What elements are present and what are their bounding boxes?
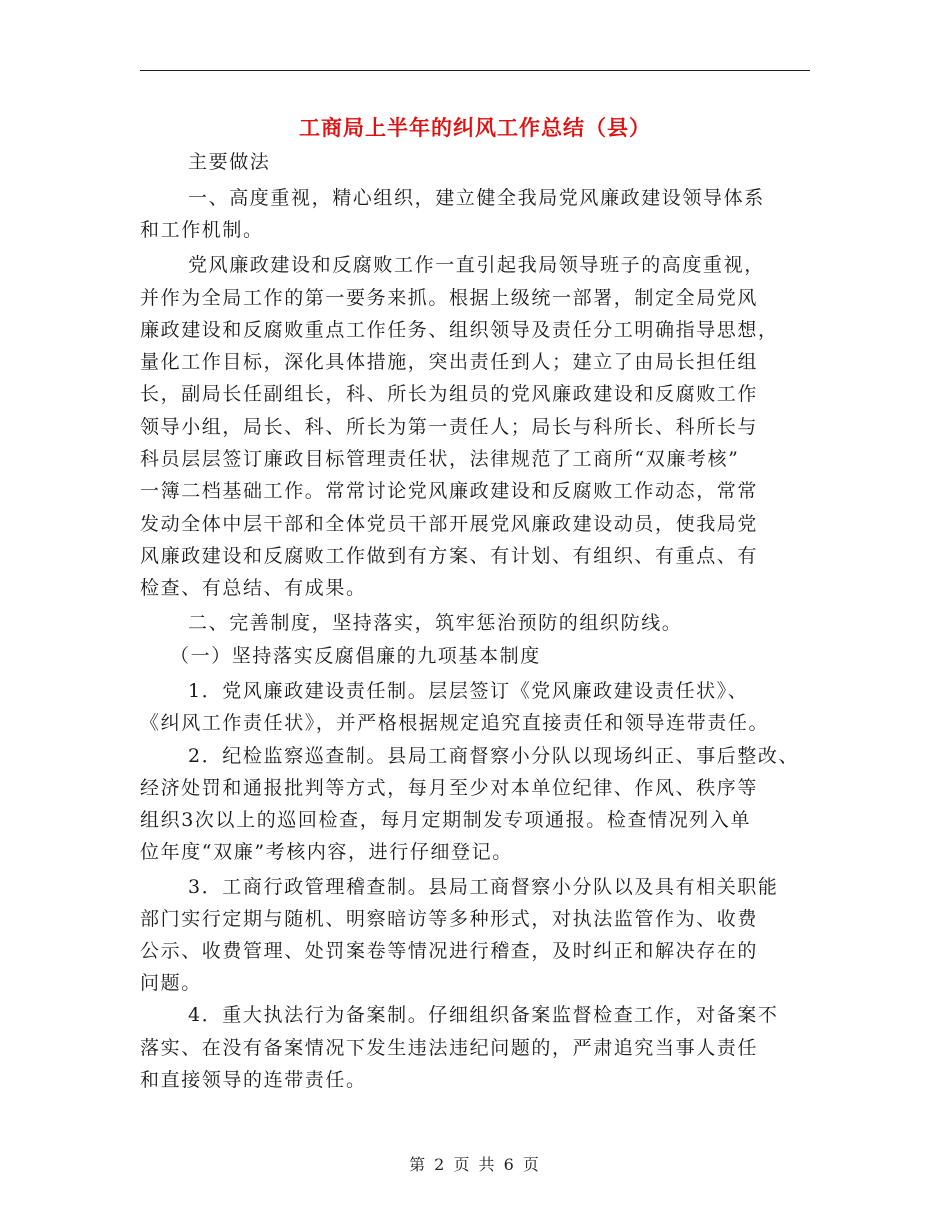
heading-one: 一、高度重视，精心组织，建立健全我局党风廉政建设领导体系 — [188, 187, 765, 209]
document-title: 工商局上半年的纠风工作总结（县） — [299, 115, 651, 140]
item-3: 3．工商行政管理稽查制。县局工商督察小分队以及具有相关职能 — [188, 876, 779, 898]
item-4-cont: 和直接领导的连带责任。 — [140, 1069, 367, 1091]
page-number: 第 2 页 共 6 页 — [409, 1155, 541, 1174]
paragraph-line: 党风廉政建设和反腐败工作一直引起我局领导班子的高度重视， — [188, 254, 765, 276]
paragraph-line: 检查、有总结、有成果。 — [140, 577, 367, 599]
heading-two: 二、完善制度，坚持落实，筑牢惩治预防的组织防线。 — [188, 612, 683, 634]
paragraph-line: 廉政建设和反腐败重点工作任务、组织领导及责任分工明确指导思想， — [140, 319, 779, 341]
item-3-cont: 部门实行定期与随机、明察暗访等多种形式，对执法监管作为、收费 — [140, 908, 759, 930]
item-1-cont: 《纠风工作责任状》，并严格根据规定追究直接责任和领导连带责任。 — [140, 712, 770, 734]
item-2: 2．纪检监察巡查制。县局工商督察小分队以现场纠正、事后整改、 — [188, 745, 800, 767]
subheading: （一）坚持落实反腐倡廉的九项基本制度 — [170, 645, 541, 667]
paragraph-line: 一簿二档基础工作。常常讨论党风廉政建设和反腐败工作动态，常常 — [140, 480, 759, 502]
paragraph-line: 科员层层签订廉政目标管理责任状，法律规范了工商所“双廉考核” — [140, 448, 740, 470]
paragraph-line: 量化工作目标，深化具体措施，突出责任到人；建立了由局长担任组 — [140, 351, 759, 373]
paragraph-line: 长，副局长任副组长，科、所长为组员的党风廉政建设和反腐败工作 — [140, 383, 759, 405]
item-4-cont: 落实、在没有备案情况下发生违法违纪问题的，严肃追究当事人责任 — [140, 1037, 759, 1059]
item-1: 1．党风廉政建设责任制。层层签订《党风廉政建设责任状》、 — [188, 680, 749, 702]
item-3-cont: 问题。 — [140, 972, 202, 994]
heading-one-cont: 和工作机制。 — [140, 219, 264, 241]
header-rule — [140, 70, 810, 71]
item-2-cont: 经济处罚和通报批判等方式，每月至少对本单位纪律、作风、秩序等 — [140, 777, 759, 799]
item-2-cont: 位年度“双廉”考核内容，进行仔细登记。 — [140, 841, 513, 863]
item-4: 4．重大执法行为备案制。仔细组织备案监督检查工作，对备案不 — [188, 1004, 779, 1026]
paragraph-line: 并作为全局工作的第一要务来抓。根据上级统一部署，制定全局党风 — [140, 287, 759, 309]
item-3-cont: 公示、收费管理、处罚案卷等情况进行稽查，及时纠正和解决存在的 — [140, 940, 759, 962]
paragraph-line: 发动全体中层干部和全体党员干部开展党风廉政建设动员，使我局党 — [140, 513, 759, 535]
paragraph-line: 风廉政建设和反腐败工作做到有方案、有计划、有组织、有重点、有 — [140, 545, 759, 567]
section-heading: 主要做法 — [188, 151, 271, 173]
item-2-cont: 组织3次以上的巡回检查，每月定期制发专项通报。检查情况列入单 — [140, 809, 752, 831]
paragraph-line: 领导小组，局长、科、所长为第一责任人；局长与科所长、科所长与 — [140, 416, 759, 438]
